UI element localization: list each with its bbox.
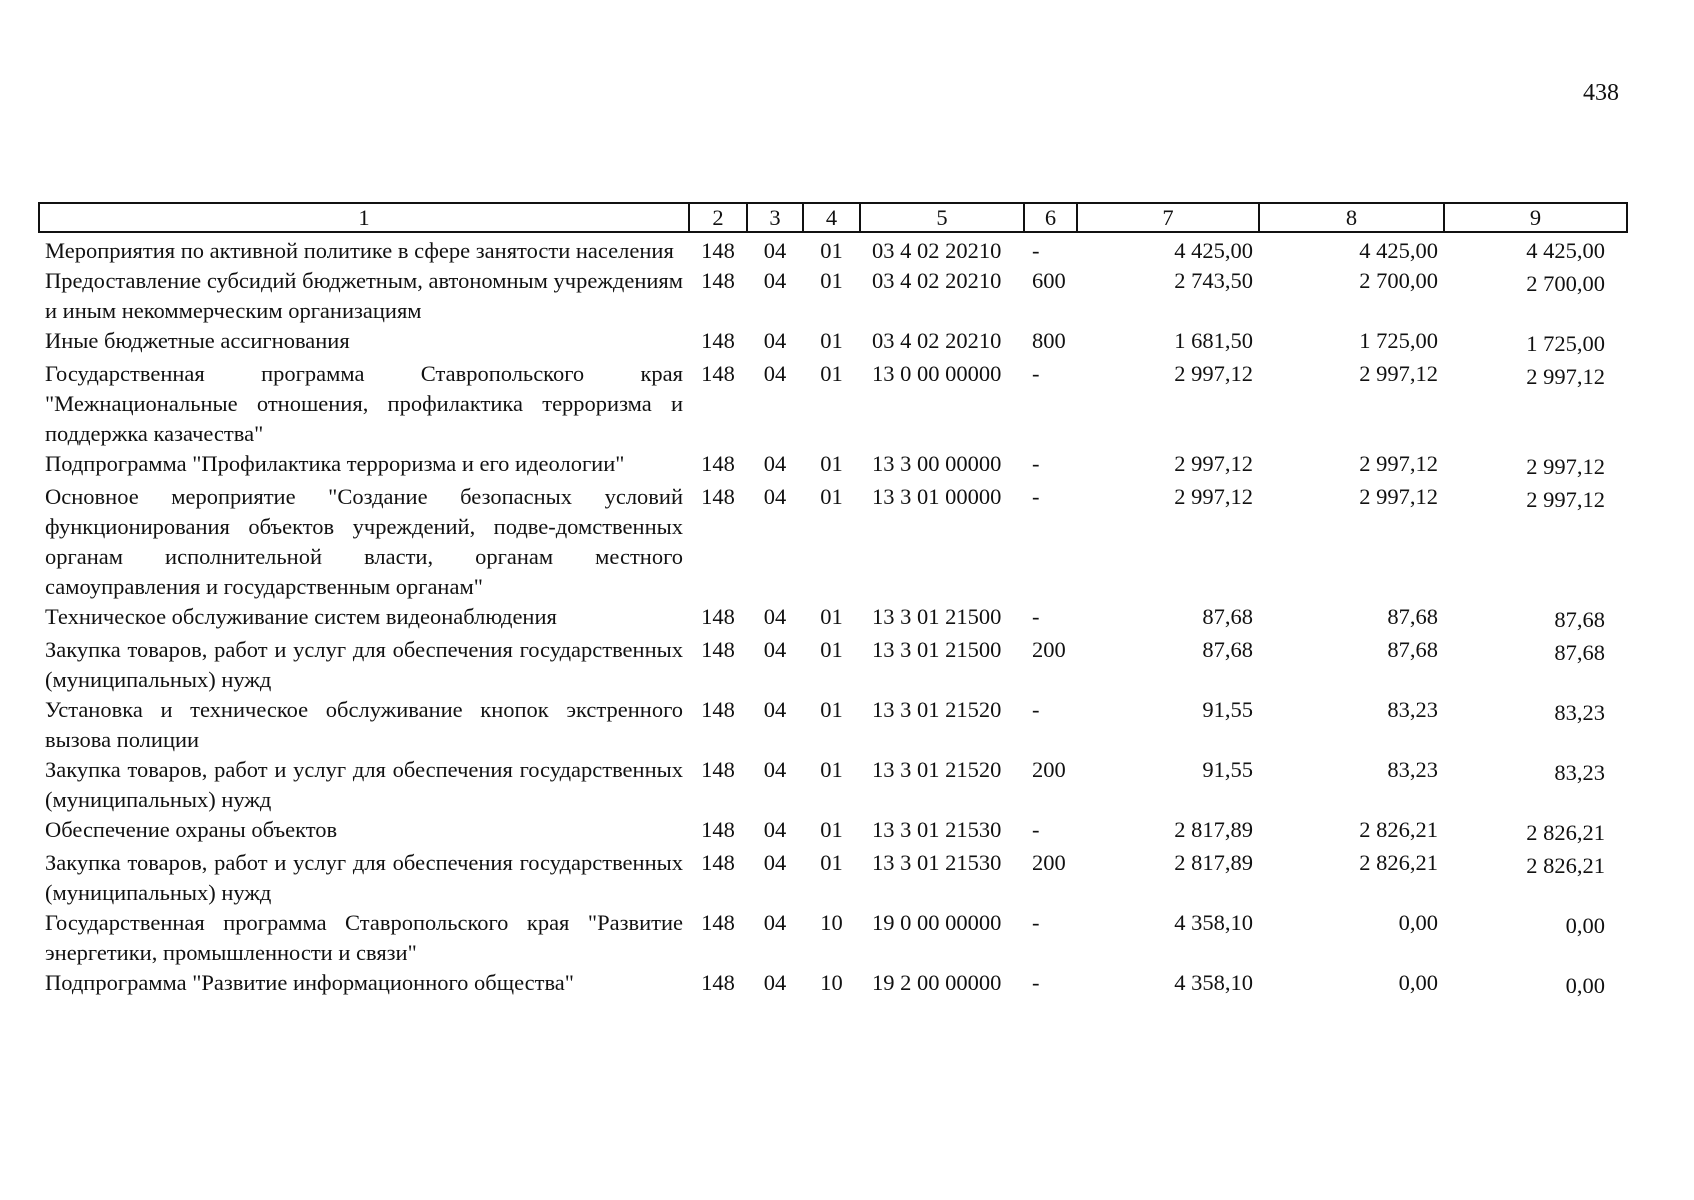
row-subsection: 10 (820, 910, 843, 935)
row-subsection: 01 (820, 817, 843, 842)
row-target-article: 13 3 01 21530 (872, 817, 1002, 842)
row-amount-8: 2 826,21 (1359, 817, 1438, 842)
row-amount-7: 87,68 (1202, 604, 1253, 629)
row-amount-8: 87,68 (1387, 637, 1438, 662)
row-target-article: 13 3 01 21500 (872, 637, 1002, 662)
row-expense-type: - (1032, 697, 1040, 722)
row-amount-8: 2 997,12 (1359, 361, 1438, 386)
row-amount-7: 87,68 (1202, 637, 1253, 662)
row-amount-9: 83,23 (1554, 760, 1605, 785)
row-section: 04 (763, 451, 787, 476)
row-amount-7: 2 817,89 (1174, 850, 1253, 875)
row-amount-8: 0,00 (1398, 910, 1438, 935)
row-target-article: 19 2 00 00000 (872, 970, 1002, 995)
row-subsection: 01 (820, 268, 843, 293)
header-col-8: 8 (1259, 203, 1444, 232)
row-subsection: 01 (820, 484, 843, 509)
row-name: Закупка товаров, работ и услуг для обеспечения государственных (муниципальных) нужд (45, 637, 683, 692)
row-target-article: 03 4 02 20210 (872, 328, 1002, 353)
row-amount-8: 2 826,21 (1359, 850, 1438, 875)
header-col-3: 3 (747, 203, 803, 232)
row-amount-9: 1 725,00 (1526, 331, 1605, 356)
row-amount-8: 83,23 (1387, 697, 1438, 722)
row-expense-type: - (1032, 817, 1040, 842)
row-amount-7: 4 358,10 (1174, 910, 1253, 935)
row-amount-8: 87,68 (1387, 604, 1438, 629)
table-row (39, 232, 1627, 266)
row-expense-type: - (1032, 910, 1040, 935)
row-name: Закупка товаров, работ и услуг для обеспечения государственных (муниципальных) нужд (45, 757, 683, 812)
row-section: 04 (763, 970, 787, 995)
row-target-article: 13 3 01 21520 (872, 697, 1002, 722)
row-amount-9: 87,68 (1554, 607, 1605, 632)
row-subsection: 01 (820, 697, 843, 722)
table-row (39, 695, 1627, 755)
row-amount-7: 2 997,12 (1174, 361, 1253, 386)
row-expense-type: 200 (1032, 850, 1066, 875)
row-target-article: 13 0 00 00000 (872, 361, 1002, 386)
row-expense-type: - (1032, 604, 1040, 629)
header-col-9: 9 (1444, 203, 1627, 232)
row-name: Мероприятия по активной политике в сфере занятости населения (45, 238, 674, 263)
row-amount-7: 2 743,50 (1174, 268, 1253, 293)
row-section: 04 (763, 697, 787, 722)
row-subsection: 01 (820, 637, 843, 662)
row-subsection: 01 (820, 451, 843, 476)
row-subsection: 01 (820, 328, 843, 353)
table-row (39, 266, 1627, 326)
row-amount-8: 83,23 (1387, 757, 1438, 782)
table-row (39, 449, 1627, 482)
table-row (39, 602, 1627, 635)
row-amount-7: 4 358,10 (1174, 970, 1253, 995)
row-section: 04 (763, 637, 787, 662)
header-col-6: 6 (1024, 203, 1077, 232)
row-amount-9: 83,23 (1554, 700, 1605, 725)
row-section: 04 (763, 361, 787, 386)
row-amount-9: 2 826,21 (1526, 853, 1605, 878)
row-amount-7: 91,55 (1202, 757, 1253, 782)
row-admin-code: 148 (701, 451, 735, 476)
row-admin-code: 148 (701, 268, 735, 293)
table-row (39, 326, 1627, 359)
row-target-article: 19 0 00 00000 (872, 910, 1002, 935)
row-section: 04 (763, 268, 787, 293)
row-target-article: 13 3 01 21520 (872, 757, 1002, 782)
row-expense-type: - (1032, 970, 1040, 995)
header-col-7: 7 (1077, 203, 1259, 232)
row-amount-9: 2 826,21 (1526, 820, 1605, 845)
table-row (39, 848, 1627, 908)
row-admin-code: 148 (701, 757, 735, 782)
row-expense-type: 600 (1032, 268, 1066, 293)
row-amount-9: 2 997,12 (1526, 454, 1605, 479)
header-col-2: 2 (689, 203, 747, 232)
row-amount-8: 4 425,00 (1359, 238, 1438, 263)
row-section: 04 (763, 328, 787, 353)
row-subsection: 10 (820, 970, 843, 995)
row-admin-code: 148 (701, 238, 735, 263)
row-admin-code: 148 (701, 850, 735, 875)
row-name: Техническое обслуживание систем видеонаблюдения (45, 604, 557, 629)
row-amount-9: 4 425,00 (1526, 238, 1605, 263)
row-amount-8: 2 700,00 (1359, 268, 1438, 293)
row-admin-code: 148 (701, 604, 735, 629)
row-amount-7: 2 997,12 (1174, 484, 1253, 509)
row-expense-type: 800 (1032, 328, 1066, 353)
row-section: 04 (763, 238, 787, 263)
row-admin-code: 148 (701, 361, 735, 386)
row-name: Установка и техническое обслуживание кнопок экстренного вызова полиции (45, 697, 683, 752)
row-amount-7: 91,55 (1202, 697, 1253, 722)
row-name: Основное мероприятие "Создание безопасных условий функционирования объектов учреждений, подве-домственных органам исполнительной власти, органам местного самоуправления и государственным органам" (45, 484, 683, 599)
table-body (39, 232, 1627, 1001)
row-expense-type: 200 (1032, 637, 1066, 662)
row-admin-code: 148 (701, 697, 735, 722)
row-amount-8: 2 997,12 (1359, 484, 1438, 509)
row-subsection: 01 (820, 238, 843, 263)
row-section: 04 (763, 757, 787, 782)
row-name: Государственная программа Ставропольского края "Межнациональные отношения, профилактика терроризма и поддержка казачества" (45, 361, 683, 446)
row-amount-9: 2 997,12 (1526, 487, 1605, 512)
table-row (39, 815, 1627, 848)
row-amount-8: 1 725,00 (1359, 328, 1438, 353)
row-subsection: 01 (820, 757, 843, 782)
row-subsection: 01 (820, 604, 843, 629)
row-expense-type: - (1032, 361, 1040, 386)
header-col-1: 1 (39, 203, 689, 232)
header-col-4: 4 (803, 203, 860, 232)
row-expense-type: 200 (1032, 757, 1066, 782)
row-name: Подпрограмма "Развитие информационного общества" (45, 970, 574, 995)
row-subsection: 01 (820, 850, 843, 875)
table-row (39, 635, 1627, 695)
row-admin-code: 148 (701, 484, 735, 509)
row-amount-9: 0,00 (1565, 973, 1605, 998)
row-name: Подпрограмма "Профилактика терроризма и его идеологии" (45, 451, 625, 476)
table-row (39, 968, 1627, 1001)
row-subsection: 01 (820, 361, 843, 386)
row-target-article: 13 3 01 21530 (872, 850, 1002, 875)
row-amount-7: 4 425,00 (1174, 238, 1253, 263)
row-amount-7: 2 997,12 (1174, 451, 1253, 476)
row-section: 04 (763, 910, 787, 935)
row-section: 04 (763, 604, 787, 629)
row-amount-9: 0,00 (1565, 913, 1605, 938)
row-name: Государственная программа Ставропольского края "Развитие энергетики, промышленности и связи" (45, 910, 683, 965)
row-admin-code: 148 (701, 817, 735, 842)
row-admin-code: 148 (701, 910, 735, 935)
table-row (39, 755, 1627, 815)
budget-table (38, 202, 1628, 1001)
row-target-article: 13 3 01 00000 (872, 484, 1002, 509)
row-amount-7: 2 817,89 (1174, 817, 1253, 842)
row-amount-7: 1 681,50 (1174, 328, 1253, 353)
row-amount-8: 2 997,12 (1359, 451, 1438, 476)
row-expense-type: - (1032, 451, 1040, 476)
row-amount-8: 0,00 (1398, 970, 1438, 995)
row-target-article: 13 3 01 21500 (872, 604, 1002, 629)
row-name: Закупка товаров, работ и услуг для обеспечения государственных (муниципальных) нужд (45, 850, 683, 905)
row-admin-code: 148 (701, 970, 735, 995)
row-admin-code: 148 (701, 328, 735, 353)
row-amount-9: 87,68 (1554, 640, 1605, 665)
row-section: 04 (763, 817, 787, 842)
row-section: 04 (763, 850, 787, 875)
row-expense-type: - (1032, 238, 1040, 263)
header-col-5: 5 (860, 203, 1024, 232)
table-row (39, 482, 1627, 602)
row-name: Обеспечение охраны объектов (45, 817, 338, 842)
row-target-article: 13 3 00 00000 (872, 451, 1002, 476)
row-name: Иные бюджетные ассигнования (45, 328, 350, 353)
row-name: Предоставление субсидий бюджетным, автономным учреждениям и иным некоммерческим организациям (45, 268, 683, 323)
row-expense-type: - (1032, 484, 1040, 509)
row-target-article: 03 4 02 20210 (872, 238, 1002, 263)
row-amount-9: 2 700,00 (1526, 271, 1605, 296)
table-header-row (39, 203, 1627, 232)
row-admin-code: 148 (701, 637, 735, 662)
row-amount-9: 2 997,12 (1526, 364, 1605, 389)
row-target-article: 03 4 02 20210 (872, 268, 1002, 293)
page-number: 438 (1583, 80, 1619, 106)
table-row (39, 359, 1627, 449)
table-row (39, 908, 1627, 968)
row-section: 04 (763, 484, 787, 509)
